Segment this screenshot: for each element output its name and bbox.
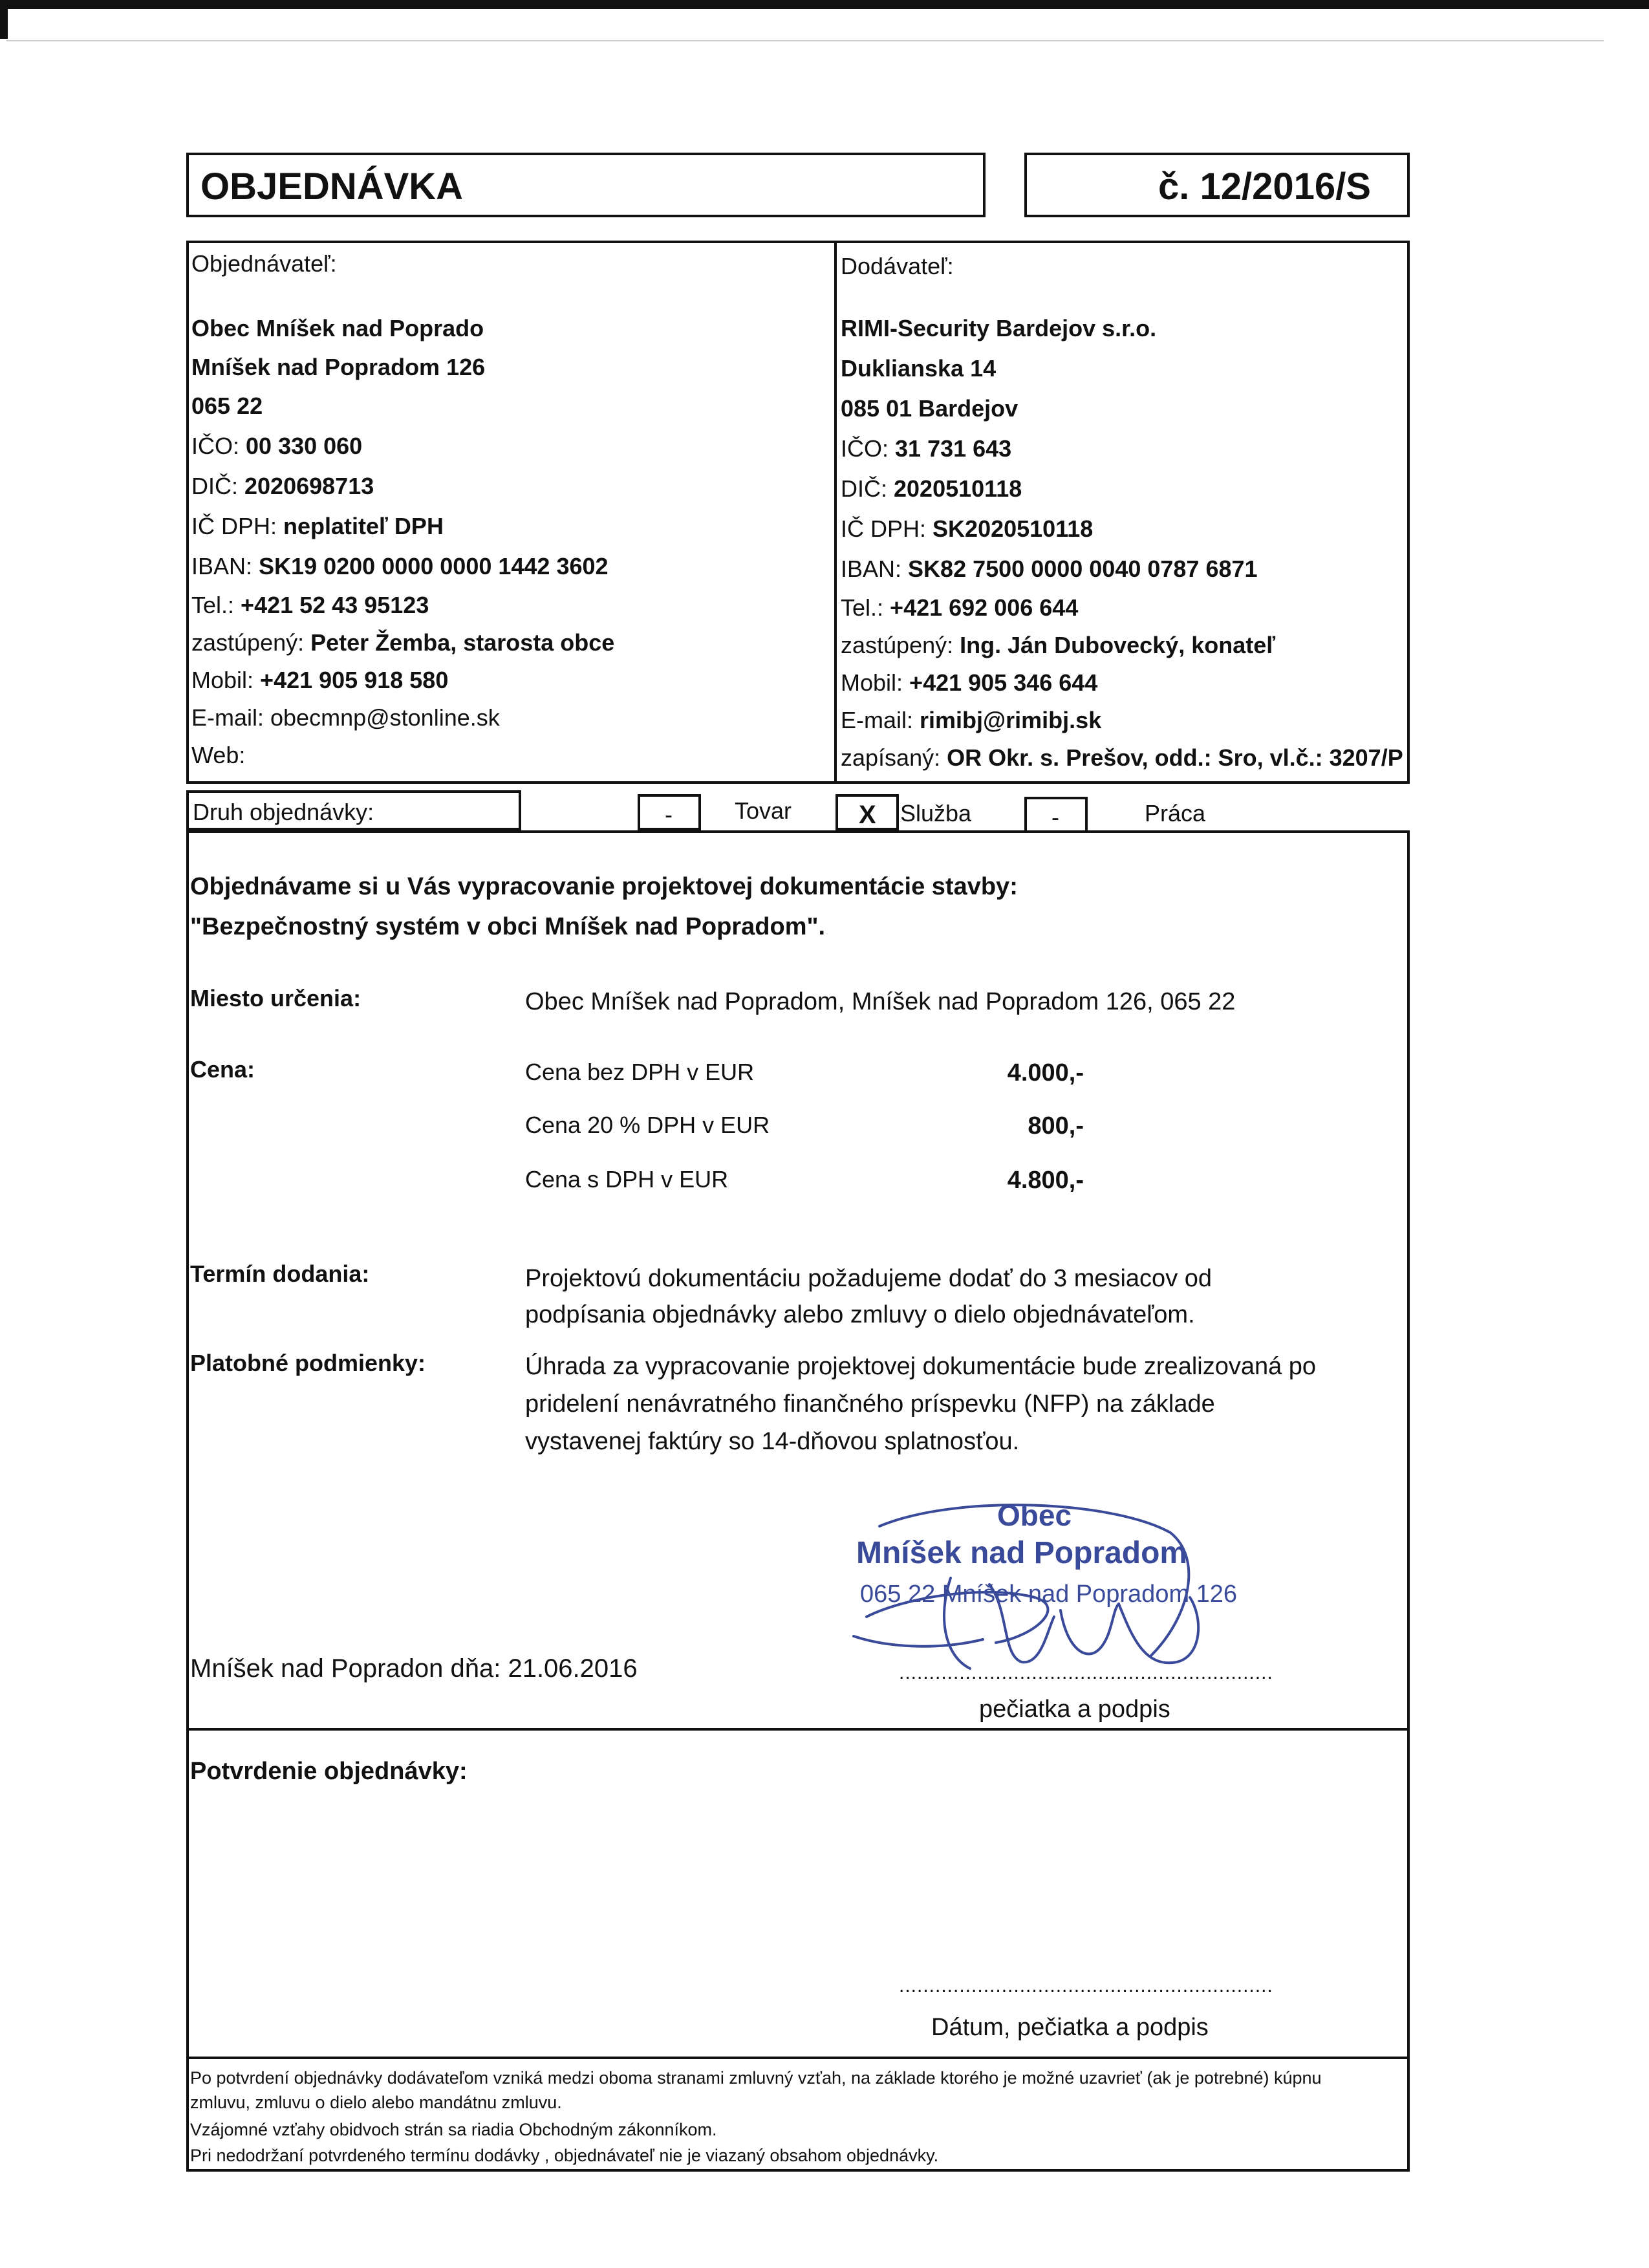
price-row-value: 4.800,-	[1007, 1167, 1084, 1194]
scan-edge-top	[0, 0, 1649, 9]
price-row-label: Cena bez DPH v EUR	[525, 1059, 755, 1085]
footer-line-2: zmluvu, zmluvu o dielo alebo mandátnu zmluvu.	[190, 2093, 562, 2112]
price-row-value: 800,-	[1028, 1112, 1084, 1139]
footer-line-1: Po potvrdení objednávky dodávateľom vzniká medzi oboma stranami zmluvný vzťah, na základe ktorého je možné uzavrieť (ak je potrebné) kúpnu	[190, 2068, 1322, 2088]
supplier-zip: 085 01 Bardejov	[841, 395, 1018, 422]
stamp-line-3: 065 22 Mníšek nad Popradom 126	[860, 1581, 1238, 1608]
orderer-ico-row	[191, 435, 362, 458]
orderer-tel: +421 52 43 95123	[241, 592, 429, 618]
supplier-mobil-label: Mobil:	[841, 669, 903, 696]
order-intro-line-2: "Bezpečnostný systém v obci Mníšek nad Popradom".	[190, 913, 826, 940]
goods-checkbox-mark: -	[665, 801, 673, 828]
order-type-label: Druh objednávky:	[193, 799, 374, 825]
delivery-text-line-1: Projektovú dokumentáciu požadujeme dodať do 3 mesiacov od	[525, 1265, 1212, 1292]
signature-caption: pečiatka a podpis	[979, 1696, 1170, 1723]
orderer-iban: SK19 0200 0000 0000 1442 3602	[259, 553, 609, 579]
supplier-dic-row	[841, 477, 1022, 501]
orderer-name: Obec Mníšek nad Poprado	[191, 315, 484, 341]
supplier-dic: 2020510118	[894, 475, 1022, 502]
orderer-address: Mníšek nad Popradom 126	[191, 354, 486, 380]
document-title: OBJEDNÁVKA	[200, 166, 464, 208]
scan-guide-line	[6, 40, 1604, 41]
payment-label: Platobné podmienky:	[190, 1350, 426, 1376]
supplier-ico-row	[841, 437, 1011, 460]
supplier-reg-label: zapísaný:	[841, 744, 941, 771]
footer-line-3: Vzájomné vzťahy obidvoch strán sa riadia Obchodným zákonníkom.	[190, 2120, 717, 2139]
signature-place-date: Mníšek nad Popradon dňa: 21.06.2016	[190, 1654, 638, 1683]
orderer-heading: Objednávateľ:	[191, 250, 337, 277]
supplier-heading: Dodávateľ:	[841, 253, 954, 279]
orderer-icdph-row	[191, 515, 444, 538]
order-number: č. 12/2016/S	[1158, 166, 1371, 208]
supplier-dic-label: DIČ:	[841, 475, 887, 502]
body-divider-footer	[186, 2057, 1410, 2059]
work-checkbox[interactable]	[1024, 797, 1088, 833]
supplier-address: Duklianska 14	[841, 355, 997, 382]
supplier-section	[835, 241, 1410, 784]
delivery-label: Termín dodania:	[190, 1260, 370, 1287]
supplier-rep-label: zastúpený:	[841, 632, 954, 658]
supplier-reg-row	[841, 746, 1403, 770]
supplier-email-row	[841, 709, 1101, 732]
orderer-dic-row	[191, 475, 374, 498]
confirmation-dots: ..............................................................	[899, 1975, 1273, 1996]
order-number-box	[1024, 153, 1410, 217]
orderer-dic: 2020698713	[244, 473, 374, 499]
orderer-zip: 065 22	[191, 393, 263, 419]
signature-dots: ..............................................................	[899, 1662, 1273, 1683]
supplier-mobil-row	[841, 671, 1097, 695]
supplier-ico-label: IČO:	[841, 435, 889, 462]
order-body-box	[186, 830, 1410, 2172]
supplier-rep: Ing. Ján Dubovecký, konateľ	[960, 632, 1276, 658]
footer-line-4: Pri nedodržaní potvrdeného termínu dodávky , objednávateľ nie je viazaný obsahom objednávky.	[190, 2146, 939, 2165]
service-checkbox[interactable]	[835, 794, 899, 830]
service-checkbox-mark: X	[859, 801, 876, 829]
orderer-dic-label: DIČ:	[191, 473, 238, 499]
supplier-mobil: +421 905 346 644	[909, 669, 1098, 696]
supplier-tel: +421 692 006 644	[890, 594, 1079, 621]
supplier-reg: OR Okr. s. Prešov, odd.: Sro, vl.č.: 3207/P	[947, 744, 1403, 771]
price-row-label: Cena s DPH v EUR	[525, 1166, 729, 1193]
orderer-section	[186, 241, 833, 784]
orderer-mobil-label: Mobil:	[191, 667, 254, 693]
goods-label: Tovar	[735, 797, 792, 824]
work-label: Práca	[1145, 800, 1206, 826]
supplier-icdph: SK2020510118	[932, 515, 1094, 542]
supplier-iban-label: IBAN:	[841, 556, 902, 582]
orderer-tel-label: Tel.:	[191, 592, 235, 618]
supplier-iban: SK82 7500 0000 0040 0787 6871	[908, 556, 1258, 582]
orderer-rep: Peter Žemba, starosta obce	[310, 629, 615, 656]
supplier-icdph-label: IČ DPH:	[841, 515, 927, 542]
order-type-label-box	[186, 790, 521, 830]
orderer-ico: 00 330 060	[246, 433, 363, 459]
orderer-icdph-label: IČ DPH:	[191, 513, 277, 539]
place-label: Miesto určenia:	[190, 985, 361, 1011]
service-label: Služba	[900, 800, 972, 826]
supplier-email-label: E-mail:	[841, 707, 914, 733]
stamp-line-1: Obec	[997, 1498, 1072, 1532]
supplier-rep-row	[841, 634, 1275, 657]
orderer-mobil: +421 905 918 580	[260, 667, 449, 693]
body-divider-confirmation	[186, 1728, 1410, 1731]
place-value: Obec Mníšek nad Popradom, Mníšek nad Popradom 126, 065 22	[525, 988, 1236, 1015]
confirmation-heading: Potvrdenie objednávky:	[190, 1758, 468, 1785]
stamp-line-2: Mníšek nad Popradom	[856, 1536, 1188, 1570]
scan-edge-left	[0, 0, 8, 39]
supplier-email: rimibj@rimibj.sk	[920, 707, 1102, 733]
price-row-value: 4.000,-	[1007, 1059, 1084, 1086]
orderer-mobil-row	[191, 669, 448, 692]
order-intro-line-1: Objednávame si u Vás vypracovanie projektovej dokumentácie stavby:	[190, 873, 1018, 900]
orderer-iban-row	[191, 555, 609, 578]
work-checkbox-mark: -	[1051, 804, 1059, 830]
orderer-iban-label: IBAN:	[191, 553, 253, 579]
payment-text-line-3: vystavenej faktúry so 14-dňovou splatnosťou.	[525, 1428, 1020, 1455]
orderer-ico-label: IČO:	[191, 433, 240, 459]
orderer-tel-row	[191, 594, 429, 617]
supplier-iban-row	[841, 557, 1258, 581]
payment-text-line-2: pridelení nenávratného finančného príspevku (NFP) na základe	[525, 1390, 1215, 1418]
supplier-icdph-row	[841, 517, 1093, 541]
orderer-rep-label: zastúpený:	[191, 629, 305, 656]
supplier-name: RIMI-Security Bardejov s.r.o.	[841, 315, 1157, 341]
price-row-label: Cena 20 % DPH v EUR	[525, 1112, 770, 1138]
orderer-rep-row	[191, 631, 614, 654]
supplier-tel-row	[841, 596, 1078, 620]
orderer-icdph: neplatiteľ DPH	[283, 513, 444, 539]
goods-checkbox[interactable]	[638, 794, 701, 830]
supplier-tel-label: Tel.:	[841, 594, 884, 621]
orderer-email: E-mail: obecmnp@stonline.sk	[191, 704, 500, 731]
confirmation-caption: Dátum, pečiatka a podpis	[931, 2014, 1209, 2041]
delivery-text-line-2: podpísania objednávky alebo zmluvy o dielo objednávateľom.	[525, 1301, 1195, 1328]
payment-text-line-1: Úhrada za vypracovanie projektovej dokumentácie bude zrealizovaná po	[525, 1353, 1317, 1380]
supplier-ico: 31 731 643	[895, 435, 1012, 462]
title-box	[186, 153, 986, 217]
orderer-web: Web:	[191, 742, 246, 768]
price-label: Cena:	[190, 1056, 255, 1083]
